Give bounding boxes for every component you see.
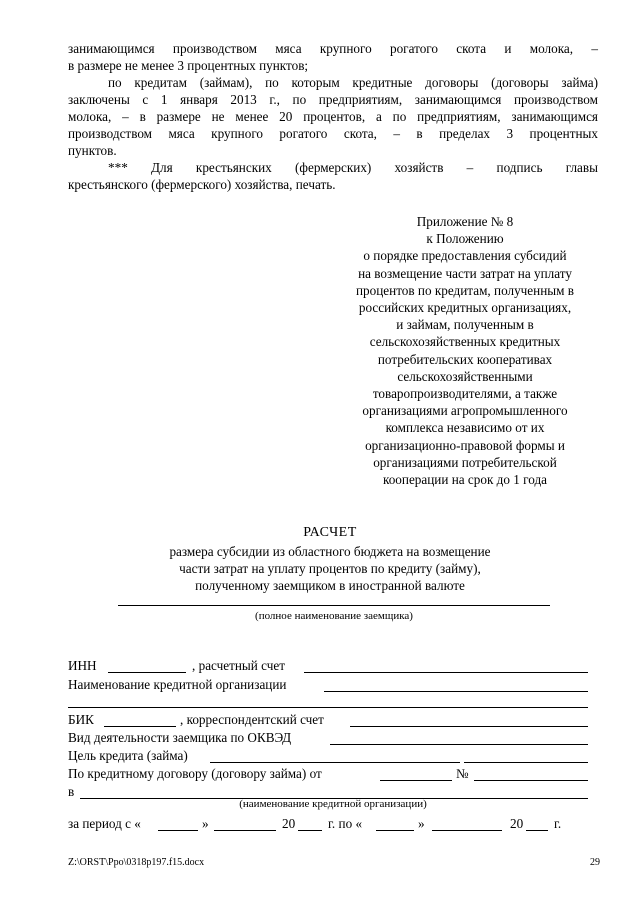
account-field[interactable]: [304, 658, 588, 673]
appendix-line: организациями агропромышленного: [362, 403, 568, 419]
appendix-line: организациями потребительской: [373, 454, 557, 470]
period-from-day-field[interactable]: [158, 816, 198, 831]
contract-label: По кредитному договору (договору займа) от: [68, 766, 322, 781]
purpose-field[interactable]: [210, 748, 460, 763]
appendix-line: организационно-правовой формы и: [365, 437, 565, 453]
calculation-subtitle-3: полученному заемщиком в иностранной валюте: [195, 578, 465, 593]
period-to-day-field[interactable]: [376, 816, 414, 831]
intro-p2-line2: заключены с 1 января 2013 г., по предприятиям, занимающимся производством: [68, 92, 598, 107]
period-to-month-field[interactable]: [432, 816, 502, 831]
appendix-line: сельскохозяйственными: [397, 368, 533, 384]
period-to-year-prefix: 20: [510, 816, 524, 831]
credit-org-field[interactable]: [324, 677, 588, 692]
appendix-line: кооперации на срок до 1 года: [382, 472, 548, 488]
bik-field[interactable]: [104, 712, 176, 727]
bank-name-field[interactable]: [80, 784, 588, 799]
intro-p2-line1: по кредитам (займам), по которым кредитные договоры (договоры займа): [108, 75, 598, 90]
inn-field[interactable]: [108, 658, 186, 673]
appendix-line: комплекса независимо от их: [385, 420, 545, 436]
appendix-line: Приложение № 8: [416, 214, 514, 229]
appendix-header: [330, 213, 600, 488]
period-from-quote-close: »: [202, 816, 209, 831]
file-path: Z:\ORST\Ppo\0318p197.f15.docx: [68, 857, 205, 868]
number-sign-label: №: [456, 766, 469, 781]
intro-p3-line1: *** Для крестьянских (фермерских) хозяйств – подпись главы: [108, 160, 598, 175]
appendix-line: и займам, полученным в: [396, 317, 534, 333]
bank-name-caption: (наименование кредитной организации): [239, 798, 427, 810]
period-from-label: за период с «: [68, 816, 141, 831]
period-end-label: г.: [554, 816, 562, 831]
contract-number-field[interactable]: [474, 766, 588, 781]
period-from-year-prefix: 20: [282, 816, 296, 831]
appendix-line: процентов по кредитам, полученным в: [355, 282, 574, 298]
period-to-year-field[interactable]: [526, 816, 548, 831]
period-from-month-field[interactable]: [214, 816, 276, 831]
account-label: , расчетный счет: [192, 658, 285, 673]
intro-text: [68, 40, 598, 193]
calculation-title: РАСЧЕТ: [303, 525, 357, 540]
row-bik: [68, 712, 600, 730]
period-to-quote-close: »: [418, 816, 425, 831]
row-contract: [68, 766, 600, 784]
appendix-line: на возмещение части затрат на уплату: [358, 265, 572, 281]
row-purpose: [68, 748, 600, 766]
contract-date-field[interactable]: [380, 766, 452, 781]
calculation-subtitle-2: части затрат на уплату процентов по кредиту (займу),: [179, 561, 481, 576]
appendix-line: товаропроизводителями, а также: [372, 386, 558, 402]
okved-field[interactable]: [330, 730, 588, 745]
borrower-name-caption: (полное наименование заемщика): [255, 610, 413, 622]
appendix-line: потребительских кооперативах: [377, 351, 553, 367]
appendix-line: российских кредитных организациях,: [358, 300, 572, 316]
credit-org-label: Наименование кредитной организации: [68, 677, 287, 692]
okved-label: Вид деятельности заемщика по ОКВЭД: [68, 730, 292, 745]
calculation-heading: [60, 524, 600, 594]
intro-p3-line2: крестьянского (фермерского) хозяйства, печать.: [68, 177, 336, 192]
purpose-field-2[interactable]: [464, 748, 588, 763]
row-period: [68, 816, 600, 834]
purpose-label: Цель кредита (займа): [68, 748, 188, 763]
row-inn: [68, 658, 600, 676]
corr-account-field[interactable]: [350, 712, 588, 727]
bik-label: БИК: [68, 712, 94, 727]
appendix-line: о порядке предоставления субсидий: [363, 248, 567, 264]
period-to-label: г. по «: [328, 816, 363, 831]
borrower-name-line: [118, 605, 550, 606]
intro-p1-line1: занимающимся производством мяса крупного рогатого скота и молока, –: [68, 41, 598, 56]
appendix-line: к Положению: [426, 231, 504, 247]
calculation-subtitle-1: размера субсидии из областного бюджета на возмещение: [169, 544, 491, 559]
inn-label: ИНН: [68, 658, 97, 673]
intro-p2-line5: пунктов.: [68, 143, 117, 158]
credit-org-field-2[interactable]: [68, 693, 588, 708]
row-okved: [68, 730, 600, 748]
in-label: в: [68, 784, 75, 799]
appendix-line: сельскохозяйственных кредитных: [369, 334, 561, 350]
intro-p1-line2: в размере не менее 3 процентных пунктов;: [68, 58, 309, 73]
period-from-year-field[interactable]: [298, 816, 322, 831]
corr-account-label: , корреспондентский счет: [180, 712, 324, 727]
page-number: 29: [590, 857, 600, 868]
intro-p2-line4: производством мяса крупного рогатого скота, – в пределах 3 процентных: [68, 126, 598, 141]
intro-p2-line3: молока, – в размере не менее 20 процентов, а по предприятиям, занимающимся: [68, 109, 598, 124]
